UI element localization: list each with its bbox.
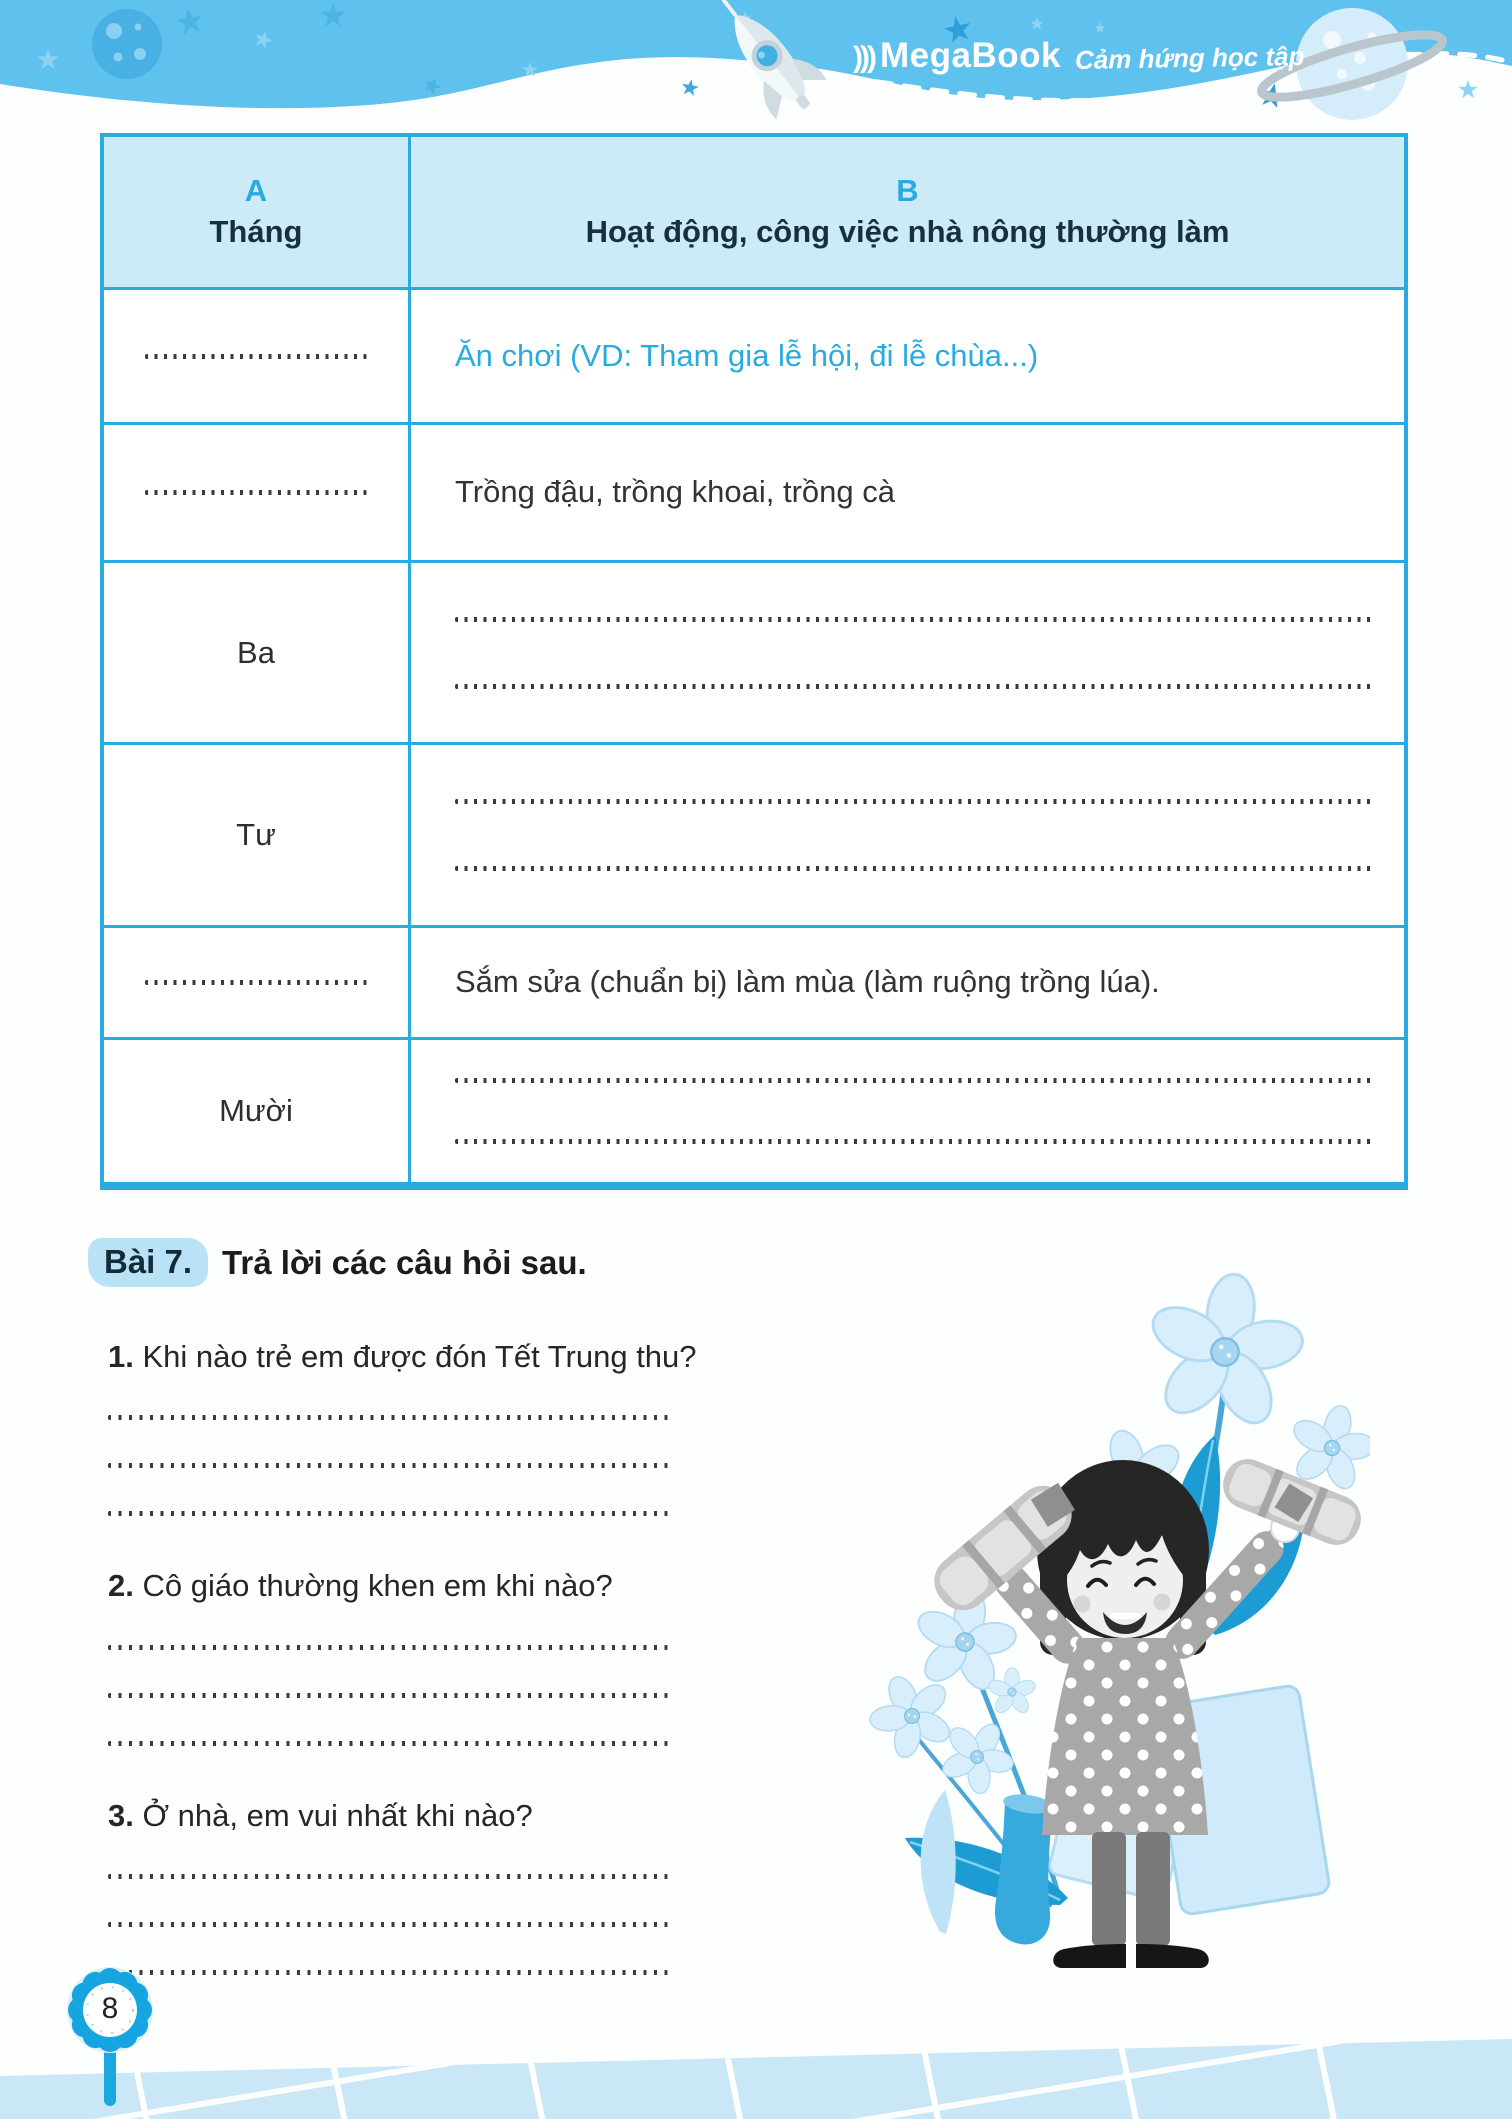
table-row [104,560,1404,742]
answer-blank-line [108,1922,668,1927]
table-row [104,287,1404,422]
month-text: Mười [219,1093,293,1128]
answer-blank-line [108,1970,668,1975]
question-text: Ở nhà, em vui nhất khi nào? [142,1797,533,1833]
col-b-label: Hoạt động, công việc nhà nông thường làm [585,213,1230,249]
brand-name: MegaBook [879,36,1061,75]
question-1 [108,1337,808,1377]
flower [855,1660,969,1772]
answer-blank-line [108,1415,668,1420]
month-cell [104,425,408,560]
page-number: 8 [101,1992,119,2025]
month-blank-line [145,980,367,985]
question-number: 1. [108,1339,134,1374]
answer-blank-line [108,1511,668,1516]
answer-blank-line [108,1693,668,1698]
col-b-letter: B [896,172,919,208]
table-row [104,925,1404,1037]
exercise-heading [88,1238,808,1287]
month-text: Ba [237,634,275,670]
table-row [104,1037,1404,1182]
question-text: Cô giáo thường khen em khi nào? [142,1568,613,1604]
answer-blank-line [108,1645,668,1650]
month-cell [104,290,408,422]
activity-text: Sắm sửa (chuẩn bị) làm mùa (làm ruộng trồng lúa). [455,964,1160,1000]
flower [1133,1263,1316,1439]
activity-blank-line [455,617,1376,622]
month-cell [104,745,408,925]
activity-text: Ăn chơi (VD: Tham gia lễ hội, đi lễ chùa...) [455,337,1039,373]
brand-logo [853,36,1304,76]
table-header-row [104,137,1404,287]
exercise-badge: Bài 7. [88,1238,208,1287]
activity-text: Trồng đậu, trồng khoai, trồng cà [455,474,896,510]
activity-blank-line [455,866,1376,871]
question-2 [108,1566,808,1606]
light-leaf [921,1790,956,1934]
table-row [104,422,1404,560]
month-blank-line [145,490,367,495]
activity-blank-line [455,799,1376,804]
activity-cell [408,928,1404,1037]
footer-grid-band [0,2037,1512,2119]
month-cell [104,928,408,1037]
header-cell-month [104,137,408,287]
question-number: 2. [108,1568,134,1604]
question-text: Khi nào trẻ em được đón Tết Trung thu? [142,1339,697,1374]
header-cell-activity [408,137,1404,287]
month-cell [104,563,408,742]
activity-blank-line [455,684,1376,689]
answer-blank-line [108,1874,668,1879]
activity-blank-line [455,1078,1376,1083]
question-number: 3. [108,1797,134,1833]
moon-icon [92,9,162,79]
activity-cell [408,563,1404,742]
exercise-7-section [88,1238,808,1975]
activity-cell [408,1040,1404,1182]
brand-mark-icon: ))) [853,41,874,74]
col-a-label: Tháng [209,213,303,249]
col-a-letter: A [244,172,268,208]
month-cell [104,1040,408,1182]
page-number-flower [66,1966,154,2116]
girl-with-flowers-illustration [850,1240,1370,1980]
exercise-title: Trả lời các câu hỏi sau. [222,1243,587,1281]
table-row [104,742,1404,925]
activity-cell [408,745,1404,925]
answer-blank-line [108,1463,668,1468]
brand-tagline: Cảm hứng học tập [1074,40,1305,76]
activity-cell [408,425,1404,560]
months-activities-table [100,133,1408,1190]
month-text: Tư [236,817,276,852]
activity-cell [408,290,1404,422]
question-3 [108,1796,808,1836]
activity-blank-line [455,1139,1376,1144]
month-blank-line [145,354,367,359]
answer-blank-line [108,1741,668,1746]
